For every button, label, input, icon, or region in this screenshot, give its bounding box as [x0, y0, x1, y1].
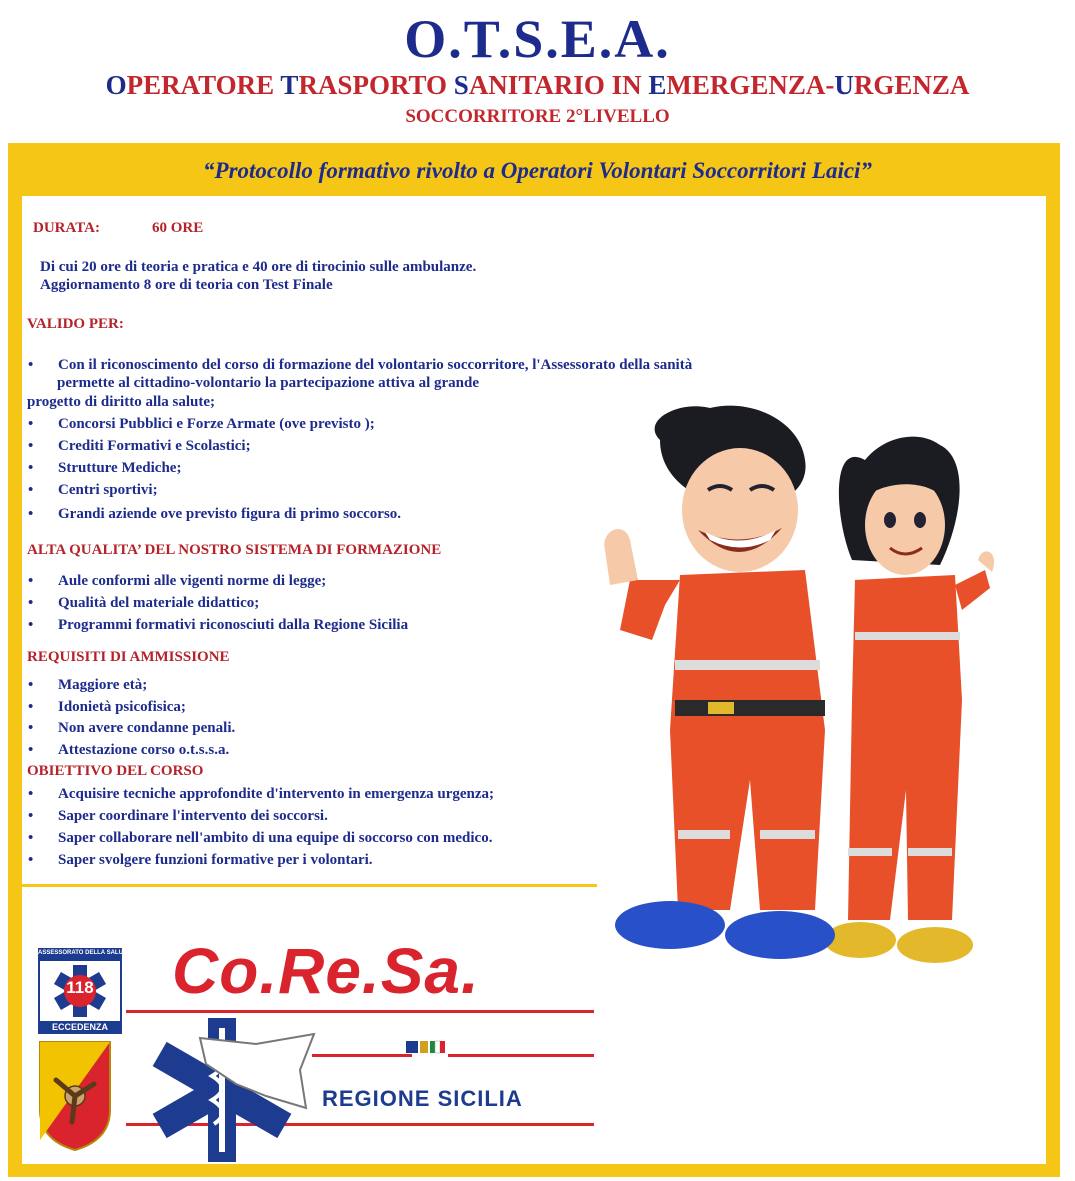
bullet-icon: • [28, 617, 34, 633]
durata-value: 60 ORE [152, 220, 204, 236]
list-item-text: Programmi formativi riconosciuti dalla Regione Sicilia [58, 617, 409, 633]
subtitle-initial: T [280, 70, 299, 100]
obiettivo-heading: OBIETTIVO DEL CORSO [27, 763, 204, 779]
durata-update: Aggiornamento 8 ore di teoria con Test Finale [40, 277, 333, 293]
bullet-icon: • [28, 482, 34, 498]
list-item-continuation: progetto di diritto alla salute; [27, 394, 216, 410]
level-label: SOCCORRITORE 2°LIVELLO [405, 106, 670, 127]
bullet-icon: • [28, 830, 34, 846]
durata-detail: Di cui 20 ore di teoria e pratica e 40 ore di tirocinio sulle ambulanze. [40, 259, 477, 275]
page-title: O.T.S.E.A. [404, 9, 671, 69]
female-rescuer-figure [824, 437, 994, 963]
red-rule [448, 1054, 594, 1057]
bullet-icon: • [28, 808, 34, 824]
coresa-logo-text: Co.Re.Sa. [172, 935, 480, 1007]
requisiti-heading: REQUISITI DI AMMISSIONE [27, 649, 230, 665]
subtitle-initial: E [648, 70, 667, 100]
list-item-text: Aule conformi alle vigenti norme di legge; [58, 573, 327, 589]
list-item-text: Saper collaborare nell'ambito di una equipe di soccorso con medico. [58, 830, 493, 846]
tagline: “Protocollo formativo rivolto a Operatori Volontari Soccorritori Laici” [203, 158, 872, 183]
bullet-icon: • [28, 357, 34, 373]
bullet-icon: • [28, 677, 34, 693]
subtitle-word: MERGENZA- [666, 70, 835, 100]
male-rescuer-figure [604, 406, 835, 959]
subtitle-word: RGENZA [853, 70, 970, 100]
subtitle-initial: S [453, 70, 469, 100]
rescuers-illustration [590, 400, 1040, 1010]
bullet-icon: • [28, 416, 34, 432]
list-item-text: Crediti Formativi e Scolastici; [58, 438, 251, 454]
badge-top-text: ASSESSORATO DELLA SALUTE [38, 950, 131, 956]
section-divider [22, 884, 597, 887]
list-item-text: Con il riconoscimento del corso di formazione del volontario soccorritore, l'Assessorato della sanità [58, 357, 693, 373]
bullet-icon: • [28, 595, 34, 611]
bullet-icon: • [28, 786, 34, 802]
list-item-text: Acquisire tecniche approfondite d'intervento in emergenza urgenza; [58, 786, 495, 802]
list-item-text: Centri sportivi; [58, 482, 158, 498]
bullet-icon: • [28, 699, 34, 715]
bullet-icon: • [28, 742, 34, 758]
durata-label: DURATA: [33, 220, 100, 236]
subtitle-word: ANITARIO IN [468, 70, 649, 100]
list-item-text: Saper coordinare l'intervento dei soccorsi. [58, 808, 328, 824]
red-rule [126, 1010, 594, 1013]
sicily-coat-of-arms-icon [38, 1040, 112, 1152]
qualita-heading: ALTA QUALITA’ DEL NOSTRO SISTEMA DI FORMAZIONE [27, 542, 442, 558]
subtitle-word: PERATORE [126, 70, 281, 100]
list-item-text: Strutture Mediche; [58, 460, 182, 476]
list-item-text: Idonietà psicofisica; [58, 699, 186, 715]
valido-heading: VALIDO PER: [27, 316, 124, 332]
bullet-icon: • [28, 573, 34, 589]
subtitle-initial: U [834, 70, 854, 100]
sicily-map-icon [196, 1030, 320, 1116]
red-rule [312, 1054, 412, 1057]
regione-sicilia-label: REGIONE SICILIA [322, 1086, 523, 1111]
bullet-icon: • [28, 506, 34, 522]
badge-bottom-text: ECCEDENZA [51, 1022, 108, 1032]
list-item-text: Saper svolgere funzioni formative per i volontari. [58, 852, 373, 868]
list-item-text: Qualità del materiale didattico; [58, 595, 260, 611]
list-item-text: Non avere condanne penali. [58, 720, 236, 736]
bullet-icon: • [28, 460, 34, 476]
list-item-continuation: permette al cittadino-volontario la partecipazione attiva al grande [57, 375, 480, 391]
bullet-icon: • [28, 438, 34, 454]
subtitle-initial: O [105, 70, 127, 100]
bullet-icon: • [28, 720, 34, 736]
badge-number: 118 [66, 978, 94, 997]
bullet-icon: • [28, 852, 34, 868]
list-item-text: Concorsi Pubblici e Forze Armate (ove previsto ); [58, 416, 375, 432]
flags-icon [404, 1038, 448, 1058]
page-subtitle [0, 70, 1075, 101]
list-item-text: Grandi aziende ove previsto figura di primo soccorso. [58, 506, 402, 522]
subtitle-word: RASPORTO [298, 70, 454, 100]
list-item-text: Maggiore età; [58, 677, 148, 693]
list-item-text: Attestazione corso o.t.s.s.a. [58, 742, 230, 758]
